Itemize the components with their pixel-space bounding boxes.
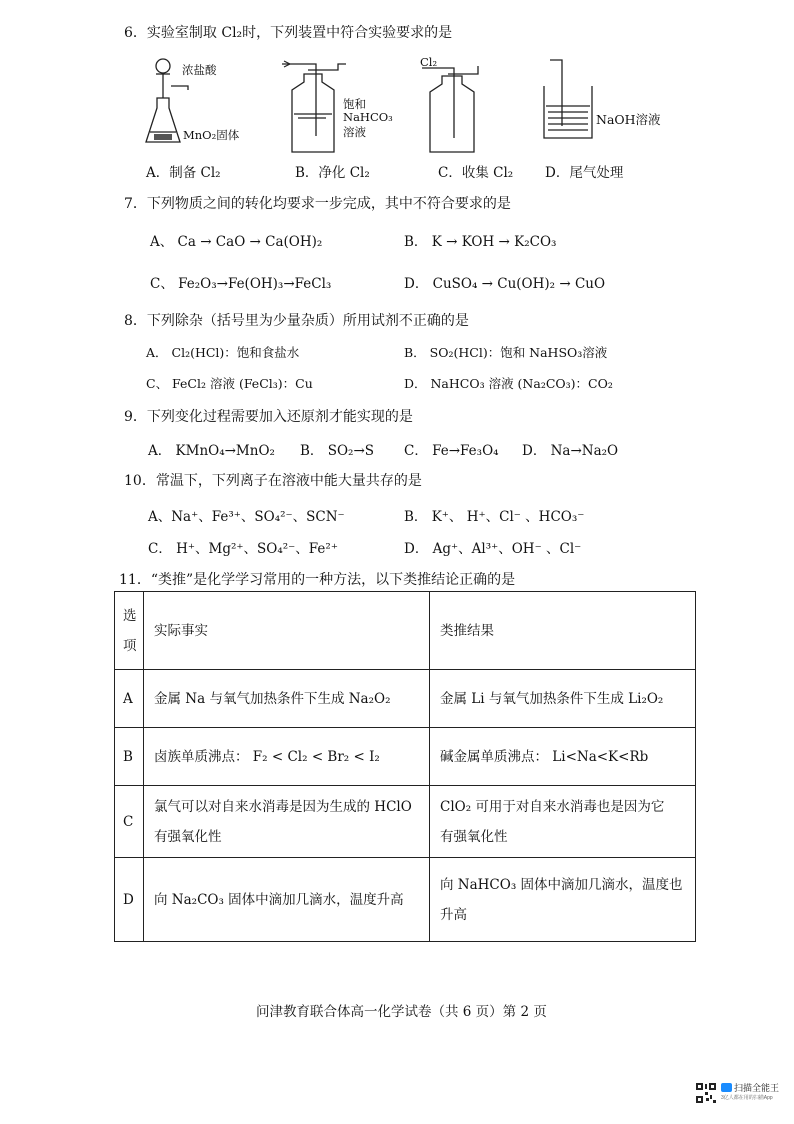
row-fact-line1: 卤族单质沸点： F₂ < Cl₂ < Br₂ < I₂ — [154, 748, 380, 765]
q7-option-a: A、 Ca → CaO → Ca(OH)₂ — [150, 234, 323, 250]
row-analogy — [430, 728, 696, 786]
header-fact: 实际事实 — [144, 592, 430, 670]
table-row — [115, 670, 696, 728]
row-fact-line1: 金属 Na 与氧气加热条件下生成 Na₂O₂ — [154, 690, 391, 707]
q9-stem: 9．下列变化过程需要加入还原剂才能实现的是 — [124, 409, 413, 425]
q6-stem: 6．实验室制取 Cl₂时，下列装置中符合实验要求的是 — [124, 25, 453, 41]
label-solution: 溶液 — [343, 125, 366, 139]
q6-option-c: C．收集 Cl₂ — [438, 165, 514, 181]
q7-option-c: C、 Fe₂O₃→Fe(OH)₃→FeCl₃ — [150, 276, 332, 292]
q9-option-a: A． KMnO₄→MnO₂ — [148, 443, 275, 459]
q6-option-b: B．净化 Cl₂ — [295, 165, 370, 181]
page-footer: 问津教育联合体高一化学试卷（共 6 页）第 2 页 — [256, 1004, 547, 1020]
row-analogy-line1: ClO₂ 可用于对自来水消毒也是因为它 — [440, 798, 665, 815]
label-conc-hcl: 浓盐酸 — [182, 63, 217, 77]
row-analogy — [430, 786, 696, 858]
header-option — [115, 592, 144, 670]
collection-bottle-diagram — [420, 58, 500, 158]
q6-option-a: A．制备 Cl₂ — [146, 165, 221, 181]
row-label: D — [115, 858, 144, 942]
q7-option-d: D． CuSO₄ → Cu(OH)₂ → CuO — [404, 276, 606, 292]
q10-stem: 10．常温下，下列离子在溶液中能大量共存的是 — [124, 473, 422, 489]
header-option-line2: 项 — [123, 637, 137, 654]
analogy-table — [114, 591, 696, 942]
table-row — [115, 728, 696, 786]
row-analogy-line2: 有强氧化性 — [440, 828, 508, 845]
scanner-watermark — [695, 1080, 789, 1106]
label-nahco3: NaHCO₃ — [343, 110, 393, 124]
header-option-line1: 选 — [123, 607, 137, 624]
table-row — [115, 786, 696, 858]
q8-stem: 8．下列除杂（括号里为少量杂质）所用试剂不正确的是 — [124, 313, 469, 329]
row-analogy — [430, 858, 696, 942]
table-header-row — [115, 592, 696, 670]
row-fact — [144, 858, 430, 942]
label-cl2-inlet: Cl₂ — [420, 55, 438, 69]
row-fact-line2: 有强氧化性 — [154, 828, 222, 845]
row-analogy-line1: 向 NaHCO₃ 固体中滴加几滴水，温度也 — [440, 876, 683, 893]
row-analogy-line1: 金属 Li 与氧气加热条件下生成 Li₂O₂ — [440, 690, 664, 707]
q8-option-b: B． SO₂(HCl)：饱和 NaHSO₃溶液 — [404, 345, 608, 360]
row-label: B — [115, 728, 144, 786]
wash-bottle-diagram — [280, 56, 350, 156]
q8-option-d: D． NaHCO₃ 溶液 (Na₂CO₃)：CO₂ — [404, 376, 613, 391]
row-label: C — [115, 786, 144, 858]
scanner-name: 扫描全能王 — [734, 1083, 780, 1093]
q10-option-c: C． H⁺、Mg²⁺、SO₄²⁻、Fe²⁺ — [148, 541, 338, 557]
q10-option-b: B． K⁺、 H⁺、Cl⁻ 、HCO₃⁻ — [404, 509, 585, 525]
qr-code-icon — [695, 1082, 717, 1104]
row-analogy-line1: 碱金属单质沸点： Li<Na<K<Rb — [440, 748, 649, 765]
scanner-tagline: 3亿人都在用的扫描App — [721, 1095, 773, 1101]
q11-stem: 11．“类推”是化学学习常用的一种方法，以下类推结论正确的是 — [119, 572, 516, 588]
row-fact — [144, 728, 430, 786]
label-mno2: MnO₂固体 — [183, 128, 240, 142]
beaker-diagram — [538, 56, 608, 146]
q8-option-a: A． Cl₂(HCl)：饱和食盐水 — [146, 345, 300, 360]
q9-option-c: C． Fe→Fe₃O₄ — [404, 443, 499, 459]
header-analogy: 类推结果 — [430, 592, 696, 670]
q10-option-a: A、Na⁺、Fe³⁺、SO₄²⁻、SCN⁻ — [148, 509, 345, 525]
row-analogy — [430, 670, 696, 728]
q9-option-b: B． SO₂→S — [300, 443, 374, 459]
label-saturated: 饱和 — [343, 97, 366, 111]
label-naoh: NaOH溶液 — [596, 112, 661, 127]
row-fact-line1: 氯气可以对自来水消毒是因为生成的 HClO — [154, 798, 412, 815]
row-fact — [144, 670, 430, 728]
table-row — [115, 858, 696, 942]
q9-option-d: D． Na→Na₂O — [522, 443, 619, 459]
q8-option-c: C、 FeCl₂ 溶液 (FeCl₃)：Cu — [146, 376, 313, 391]
q7-option-b: B． K → KOH → K₂CO₃ — [404, 234, 557, 250]
row-fact-line1: 向 Na₂CO₃ 固体中滴加几滴水，温度升高 — [154, 891, 404, 908]
q6-option-d: D．尾气处理 — [545, 165, 624, 181]
q7-stem: 7．下列物质之间的转化均要求一步完成，其中不符合要求的是 — [124, 196, 511, 212]
row-label: A — [115, 670, 144, 728]
row-analogy-line2: 升高 — [440, 906, 467, 923]
q10-option-d: D． Ag⁺、Al³⁺、OH⁻ 、Cl⁻ — [404, 541, 582, 557]
scanner-logo-icon — [721, 1083, 732, 1092]
row-fact — [144, 786, 430, 858]
